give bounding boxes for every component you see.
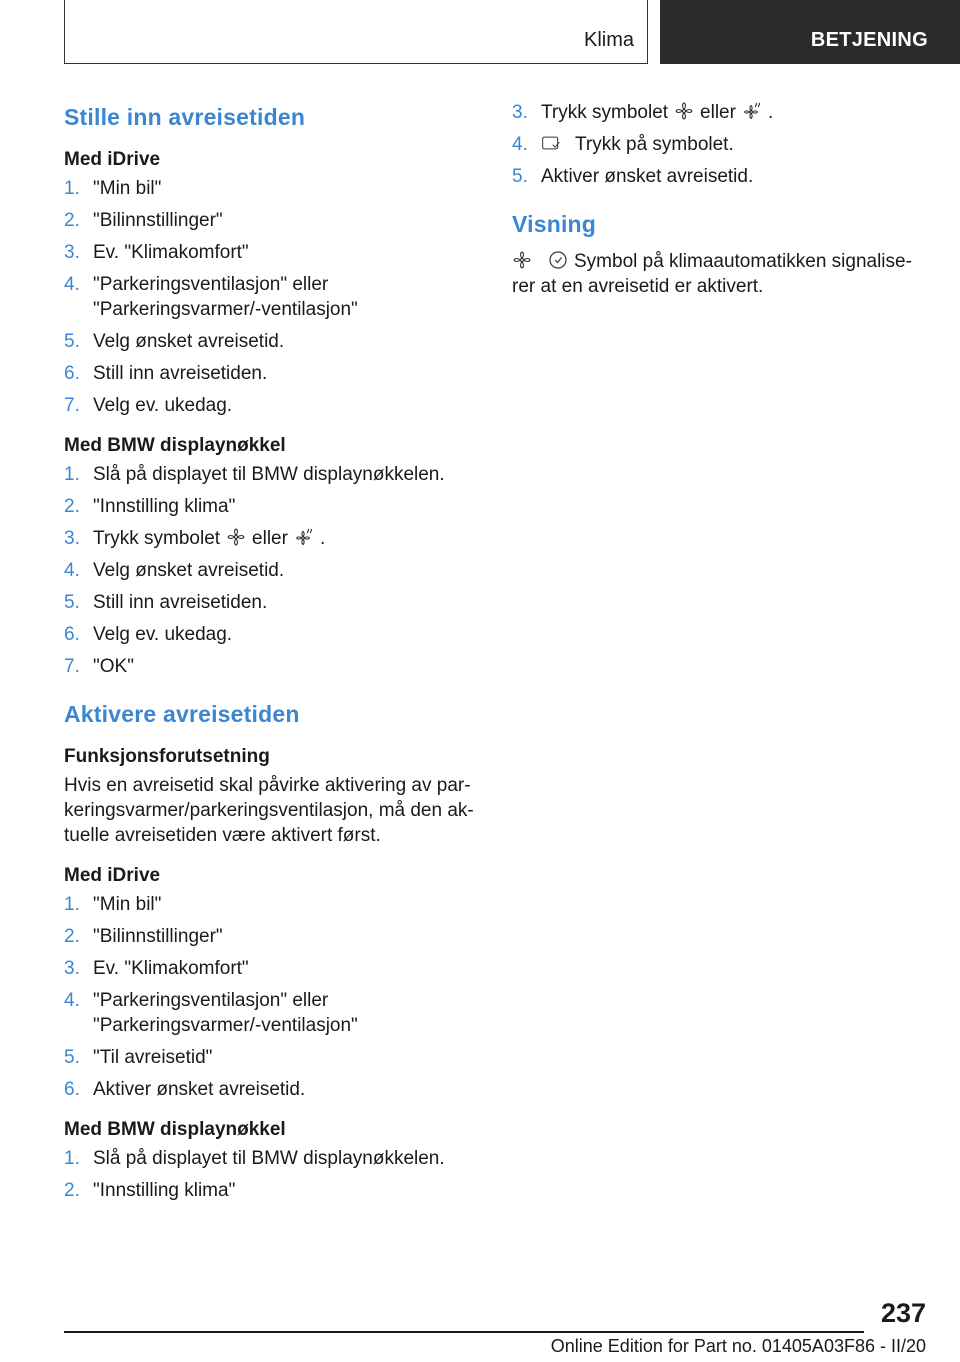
footer-divider xyxy=(64,1331,864,1333)
steps-idrive-2 xyxy=(64,892,484,1102)
list-item: 1. Slå på displayet til BMW displaynøkkelen. xyxy=(64,464,445,485)
clock-icon xyxy=(548,250,568,270)
list-item: 6. Still inn avreisetiden. xyxy=(64,363,268,384)
fan-icon xyxy=(226,527,246,547)
fan-heat-icon xyxy=(742,101,762,121)
subheading-display-key: Med BMW displaynøkkel xyxy=(64,435,286,456)
steps-display-key-2 xyxy=(64,1146,484,1203)
list-item: 3. Ev. "Klimakomfort" xyxy=(64,242,249,263)
footer-edition: Online Edition for Part no. 01405A03F86 - II/20 xyxy=(550,1336,926,1356)
header-frame xyxy=(64,0,648,64)
left-column xyxy=(64,100,484,1210)
fan-icon xyxy=(674,101,694,121)
section-title: Klima xyxy=(583,29,634,51)
list-item: 5. "Til avreisetid" xyxy=(64,1047,213,1068)
timer-icon xyxy=(541,133,565,153)
chapter-tab xyxy=(660,0,960,64)
list-item: 6. Aktiver ønsket avreisetid. xyxy=(64,1079,306,1100)
list-item: 6. Velg ev. ukedag. xyxy=(64,624,233,645)
prerequisite-text: Hvis en avreisetid skal påvirke aktivering av par- keringsvarmer/parkeringsventilasjon, må den ak- tuelle avreisetiden være aktivert først. xyxy=(64,775,474,846)
list-item: 2. "Bilinnstillinger" xyxy=(64,926,223,947)
list-item: 7. Velg ev. ukedag. xyxy=(64,395,233,416)
section-heading-visning: Visning xyxy=(512,211,597,237)
page-number: 237 xyxy=(880,1298,926,1328)
steps-idrive-1 xyxy=(64,176,484,418)
subheading-idrive: Med iDrive xyxy=(64,865,161,886)
section-heading-aktivere: Aktivere avreisetiden xyxy=(64,701,300,727)
visning-text: Symbol på klimaautomatikken signalise- rer at en avreisetid er aktivert. xyxy=(512,251,912,297)
right-column xyxy=(512,100,932,299)
list-item: 2. "Innstilling klima" xyxy=(64,496,236,517)
list-item: 5. Still inn avreisetiden. xyxy=(64,592,268,613)
list-item: 5. Aktiver ønsket avreisetid. xyxy=(512,166,754,187)
list-item: 1. Slå på displayet til BMW displaynøkkelen. xyxy=(64,1148,445,1169)
fan-heat-icon xyxy=(294,527,314,547)
chapter-title: BETJENING xyxy=(810,29,928,51)
list-item: 4. "Parkeringsventilasjon" eller "Parkeringsvarmer/-ventilasjon" xyxy=(64,274,358,320)
list-item: 1. "Min bil" xyxy=(64,894,162,915)
subheading-display-key: Med BMW displaynøkkel xyxy=(64,1119,286,1140)
subheading-idrive: Med iDrive xyxy=(64,149,161,170)
list-item: 4. Trykk på symbolet. xyxy=(512,134,734,155)
steps-display-key-1 xyxy=(64,462,484,679)
list-item: 2. "Bilinnstillinger" xyxy=(64,210,223,231)
list-item: 2. "Innstilling klima" xyxy=(64,1180,236,1201)
fan-icon xyxy=(512,250,532,270)
list-item: 1. "Min bil" xyxy=(64,178,162,199)
list-item: 5. Velg ønsket avreisetid. xyxy=(64,331,285,352)
steps-display-key-2-continued xyxy=(512,100,932,189)
subheading-prerequisite: Funksjonsforutsetning xyxy=(64,746,270,767)
list-item: 7. "OK" xyxy=(64,656,134,677)
list-item: 4. "Parkeringsventilasjon" eller "Parkeringsvarmer/-ventilasjon" xyxy=(64,990,358,1036)
list-item: 3. Trykk symbolet eller . xyxy=(64,528,326,549)
list-item: 4. Velg ønsket avreisetid. xyxy=(64,560,285,581)
section-heading-stille-inn: Stille inn avreisetiden xyxy=(64,104,306,130)
list-item: 3. Trykk symbolet eller . xyxy=(512,102,774,123)
list-item: 3. Ev. "Klimakomfort" xyxy=(64,958,249,979)
